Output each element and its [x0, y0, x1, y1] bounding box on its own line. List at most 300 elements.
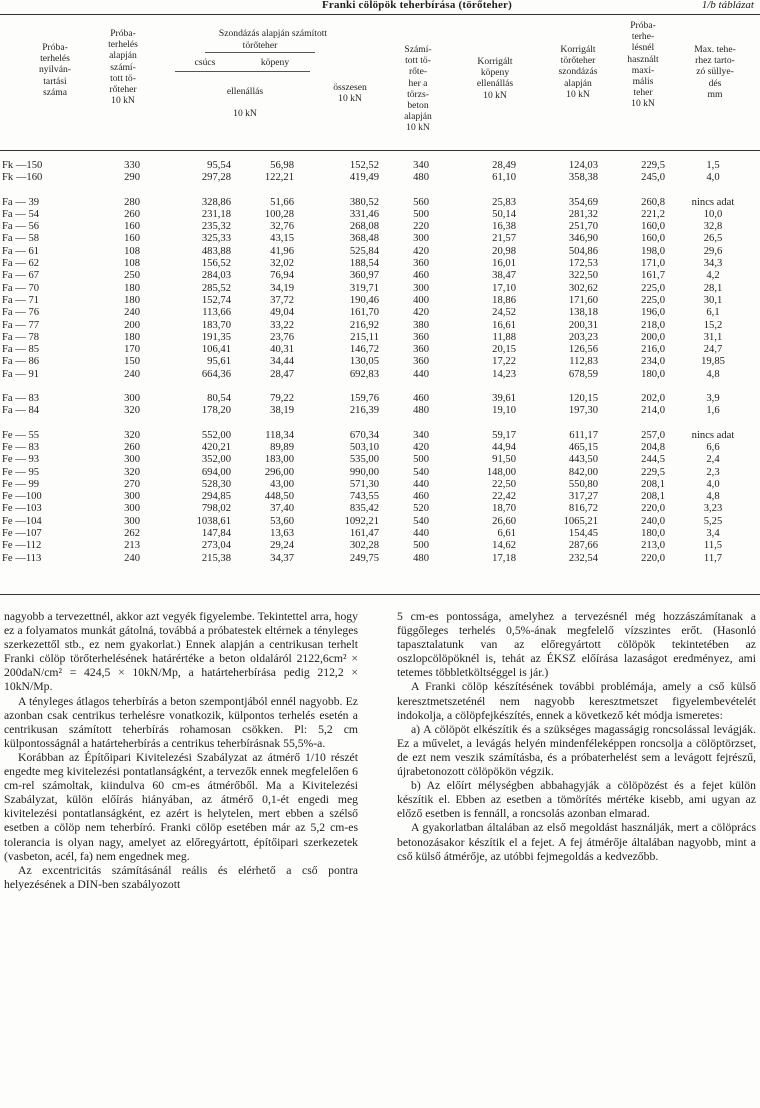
table-cell: 285,52	[201, 282, 231, 294]
table-cell: 32,76	[270, 221, 294, 233]
table-cell: 216,92	[349, 319, 379, 331]
table-cell: 33,22	[270, 319, 294, 331]
table-cell: 21,57	[492, 233, 516, 245]
header-col-test-id: Próba- terhelés nyilván- tartási száma	[39, 42, 71, 98]
table-cell: 180	[124, 331, 140, 343]
table-cell: Fk —150	[2, 160, 43, 171]
table-cell: 2,3	[706, 466, 720, 478]
table-cell: 552,00	[201, 429, 231, 441]
table-cell: 29,6	[703, 245, 723, 257]
table-cell: Fa — 71	[2, 294, 40, 306]
table-cell: 76,94	[270, 270, 294, 282]
table-cell: 4,2	[706, 270, 720, 282]
table-row	[0, 221, 760, 233]
table-cell: 4,0	[706, 172, 720, 184]
table-cell: 18,86	[492, 294, 516, 306]
table-cell: 1092,21	[344, 515, 379, 527]
table-cell: 465,15	[568, 441, 598, 453]
table-cell: 53,60	[270, 515, 294, 527]
table-cell: 3,4	[706, 528, 720, 540]
table-cell: 106,41	[201, 344, 231, 356]
table-cell: 535,00	[349, 454, 379, 466]
table-cell: 5,25	[703, 515, 723, 527]
table-cell: 130,05	[349, 356, 379, 368]
header-col-test-load: Próba- terhelés alapján számí- tott tö- rőteher 10 kN	[108, 28, 138, 107]
header-unit: 10 kN	[233, 108, 257, 119]
table-row	[0, 172, 760, 184]
table-cell: 664,36	[201, 368, 231, 380]
table-cell: 240,0	[641, 515, 665, 527]
table-cell: 148,00	[486, 466, 516, 478]
table-cell: 204,8	[641, 441, 665, 453]
table-cell: 190,46	[349, 294, 379, 306]
table-cell: 257,0	[641, 429, 665, 441]
table-cell: 440	[413, 368, 429, 380]
table-cell: 340	[413, 160, 429, 171]
table-row	[0, 270, 760, 282]
table-cell: 11,7	[703, 552, 723, 564]
table-cell: 842,00	[568, 466, 598, 478]
table-cell: 80,54	[207, 393, 231, 405]
table-cell: 280	[124, 196, 140, 208]
table-cell: 28,49	[492, 160, 516, 171]
table-cell: 216,0	[641, 344, 665, 356]
table-cell: 214,0	[641, 405, 665, 417]
table-cell: 325,33	[201, 233, 231, 245]
table-cell: 443,50	[568, 454, 598, 466]
table-row	[0, 454, 760, 466]
table-cell: 346,90	[568, 233, 598, 245]
table-cell: 500	[413, 208, 429, 220]
table-cell: Fa — 67	[2, 270, 40, 282]
table-cell: Fa — 39	[2, 196, 40, 208]
table-cell: 360	[413, 331, 429, 343]
table-cell: Fk —160	[2, 172, 43, 184]
table-cell: Fe —113	[2, 552, 42, 564]
table-cell: 100,28	[264, 208, 294, 220]
table-cell: 32,8	[703, 221, 723, 233]
table-cell: 235,32	[201, 221, 231, 233]
table-cell: 19,10	[492, 405, 516, 417]
table-cell: 11,5	[703, 540, 723, 552]
table-row	[0, 283, 760, 295]
table-cell: 156,52	[201, 258, 231, 270]
table-cell: 122,21	[264, 172, 294, 184]
table-cell: 300	[124, 393, 140, 405]
table-cell: 262	[124, 528, 140, 540]
table-cell: 1,5	[706, 160, 720, 171]
table-cell: Fe — 95	[2, 466, 40, 478]
table-cell: 440	[413, 528, 429, 540]
table-cell: 200,31	[568, 319, 598, 331]
table-cell: 146,72	[349, 344, 379, 356]
table-cell: 287,66	[568, 540, 598, 552]
table-cell: 34,3	[703, 258, 723, 270]
table-cell: 160	[124, 221, 140, 233]
header-col-corr-load: Korrigált törőteher szondázás alapján 10 kN	[558, 44, 598, 100]
table-cell: Fa — 76	[2, 307, 40, 319]
table-row	[0, 209, 760, 221]
table-row	[0, 553, 760, 565]
table-cell: 240	[124, 307, 140, 319]
table-cell: 34,19	[270, 282, 294, 294]
table-cell: 232,54	[568, 552, 598, 564]
table-cell: 240	[124, 368, 140, 380]
table-cell: 284,03	[201, 270, 231, 282]
table-cell: 208,1	[641, 478, 665, 490]
table-row	[0, 160, 760, 172]
page-header	[0, 0, 760, 14]
table-cell: 743,55	[349, 491, 379, 503]
table-cell: 218,0	[641, 319, 665, 331]
table-cell: 160	[124, 233, 140, 245]
table-cell: 220,0	[641, 552, 665, 564]
table-cell: 20,98	[492, 245, 516, 257]
table-cell: 268,08	[349, 221, 379, 233]
table-cell: 49,04	[270, 307, 294, 319]
table-cell: 170	[124, 344, 140, 356]
body-paragraph: a) A cölöpöt elkészítik és a szükséges magasságig roncsolással levágják. Ez a művelet, a levágás helyén mindenféleképpen roncsolja a cölöptörzset, de ezt nem veszik számításba, és a próbaterhelést sem a levágott fejrészű, újrabetonozott cölöpökön végzik.	[397, 722, 756, 779]
table-cell: 91,50	[492, 454, 516, 466]
table-cell: Fe —112	[2, 540, 42, 552]
table-cell: 203,23	[568, 331, 598, 343]
body-column-left	[4, 610, 358, 892]
table-cell: 816,72	[568, 503, 598, 515]
table-cell: 16,38	[492, 221, 516, 233]
table-cell: 89,89	[270, 441, 294, 453]
table-cell: Fe — 55	[2, 429, 40, 441]
table-cell: 10,0	[703, 208, 723, 220]
table-cell: 504,86	[568, 245, 598, 257]
table-row	[0, 430, 760, 442]
table-cell: 56,98	[270, 160, 294, 171]
header-group-sounding: Szondázás alapján számított	[218, 28, 328, 39]
table-cell: Fa — 77	[2, 319, 40, 331]
table-cell: 368,48	[349, 233, 379, 245]
table-cell: 328,86	[201, 196, 231, 208]
table-cell: Fe —100	[2, 491, 42, 503]
table-cell: Fa — 58	[2, 233, 40, 245]
table-cell: 180,0	[641, 368, 665, 380]
table-cell: 188,54	[349, 258, 379, 270]
table-cell: 150	[124, 356, 140, 368]
table-cell: 183,70	[201, 319, 231, 331]
body-paragraph: A gyakorlatban általában az első megoldást használják, mert a cölöprács betonozásakor készítik el a fejet. A fej átmérője általában nagyobb, mint a cső külső átmérője, az utóbbi fejmegoldás a kedvezőbb.	[397, 821, 756, 863]
table-row	[0, 442, 760, 454]
table-cell: 196,0	[641, 307, 665, 319]
table-cell: Fe —107	[2, 528, 42, 540]
table-cell: 525,84	[349, 245, 379, 257]
table-row	[0, 356, 760, 368]
table-cell: 440	[413, 478, 429, 490]
table-cell: 460	[413, 393, 429, 405]
table-cell: 171,60	[568, 294, 598, 306]
table-cell: Fe —104	[2, 515, 42, 527]
table-cell: 160,0	[641, 233, 665, 245]
table-cell: 17,10	[492, 282, 516, 294]
table-cell: 191,35	[201, 331, 231, 343]
header-top-rule	[0, 14, 760, 15]
table-cell: 18,70	[492, 503, 516, 515]
table-cell: 180	[124, 282, 140, 294]
table-cell: 3,23	[703, 503, 723, 515]
table-row	[0, 332, 760, 344]
table-cell: 358,38	[568, 172, 598, 184]
table-cell: 11,88	[492, 331, 516, 343]
table-cell: Fe — 83	[2, 441, 40, 453]
table-cell: 540	[413, 466, 429, 478]
table-cell: 251,70	[568, 221, 598, 233]
table-cell: 124,03	[568, 160, 598, 171]
body-paragraph: b) Az előírt mélységben abbahagyják a cölöpözést és a fejet külön készítik el. Ebben az esetben a tömörítés mértéke kisebb, ami ugyan az előző esetben is fennáll, a roncsolás azonban elmarad.	[397, 779, 756, 821]
table-cell: 28,47	[270, 368, 294, 380]
table-cell: 503,10	[349, 441, 379, 453]
table-cell: 23,76	[270, 331, 294, 343]
table-cell: 41,96	[270, 245, 294, 257]
table-cell: 290	[124, 172, 140, 184]
table-cell: 17,18	[492, 552, 516, 564]
header-bottom-rule	[0, 150, 760, 151]
table-cell: 448,50	[264, 491, 294, 503]
table-cell: 2,4	[706, 454, 720, 466]
table-cell: 160,0	[641, 221, 665, 233]
table-cell: 200,0	[641, 331, 665, 343]
table-cell: Fa — 56	[2, 221, 40, 233]
table-cell: 297,28	[201, 172, 231, 184]
body-paragraph: 5 cm-es pontossága, amelyhez a tervezésnél még hozzászámítanak a függőleges terhelés 0,5%-ának megfelelő vízszintes erőt. (Hasonló tapasztalatunk van az előregyártott cölöpök tekintetében az oszlopcölöpöknél is, tehát az ÉKSZ előírása lazaságot eredményez, ami tetemes többletköltséggel is jár.)	[397, 610, 756, 680]
table-cell: 6,1	[706, 307, 720, 319]
table-cell: 44,94	[492, 441, 516, 453]
table-cell: 322,50	[568, 270, 598, 282]
table-cell: 670,34	[349, 429, 379, 441]
table-cell: 260,8	[641, 196, 665, 208]
table-cell: Fa — 91	[2, 368, 40, 380]
table-row	[0, 246, 760, 258]
table-cell: 120,15	[568, 393, 598, 405]
table-cell: 43,00	[270, 478, 294, 490]
table-cell: 520	[413, 503, 429, 515]
table-cell: 31,1	[703, 331, 723, 343]
table-cell: 798,02	[201, 503, 231, 515]
table-cell: 320	[124, 429, 140, 441]
table-cell: 249,75	[349, 552, 379, 564]
table-cell: 234,0	[641, 356, 665, 368]
table-cell: 294,85	[201, 491, 231, 503]
table-cell: 692,83	[349, 368, 379, 380]
table-cell: 4,8	[706, 491, 720, 503]
table-cell: Fa — 62	[2, 258, 40, 270]
header-col-settlement: Max. tehe- rhez tarto- zó süllye- dés mm	[694, 44, 736, 100]
table-row	[0, 197, 760, 209]
table-row	[0, 405, 760, 417]
table-cell: nincs adat	[691, 429, 735, 441]
table-cell: 161,47	[349, 528, 379, 540]
table-cell: 240	[124, 552, 140, 564]
table-cell: 171,0	[641, 258, 665, 270]
table-cell: Fa — 86	[2, 356, 40, 368]
header-col-tip: csúcs	[194, 57, 216, 68]
table-cell: 320	[124, 405, 140, 417]
header-col-total: összesen 10 kN	[333, 82, 367, 105]
table-cell: 112,83	[569, 356, 598, 368]
table-cell: 302,62	[568, 282, 598, 294]
table-cell: 678,59	[568, 368, 598, 380]
table-cell: 1038,61	[196, 515, 231, 527]
table-cell: 380	[413, 319, 429, 331]
table-cell: 19,85	[701, 356, 725, 368]
table-cell: 216,39	[349, 405, 379, 417]
group-gap	[0, 185, 760, 197]
table-cell: 16,01	[492, 258, 516, 270]
table-cell: 108	[124, 258, 140, 270]
table-cell: 560	[413, 196, 429, 208]
table-cell: 30,1	[703, 294, 723, 306]
table-row	[0, 307, 760, 319]
table-row	[0, 479, 760, 491]
table-cell: 420	[413, 441, 429, 453]
table-cell: 32,02	[270, 258, 294, 270]
table-cell: 24,52	[492, 307, 516, 319]
table-cell: 352,00	[201, 454, 231, 466]
table-cell: 302,28	[349, 540, 379, 552]
table-cell: 480	[413, 172, 429, 184]
table-cell: 38,19	[270, 405, 294, 417]
table-cell: 300	[124, 454, 140, 466]
table-row	[0, 233, 760, 245]
table-cell: 270	[124, 478, 140, 490]
body-paragraph: A Franki cölöp készítésének további problémája, amely a cső külső keresztmetszeténél nem nagyobb keresztmetszet figyelembevételét indokolja, a cölöpfejkészítés, ennek a következő két módja ismeretes:	[397, 680, 756, 722]
table-cell: 300	[413, 282, 429, 294]
table-cell: 611,17	[569, 429, 598, 441]
table-cell: 152,52	[349, 160, 379, 171]
table-row	[0, 369, 760, 381]
table-cell: 360	[413, 344, 429, 356]
table-cell: 61,10	[492, 172, 516, 184]
table-cell: Fa — 61	[2, 245, 40, 257]
table-cell: Fa — 83	[2, 393, 40, 405]
table-row	[0, 540, 760, 552]
table-cell: 420	[413, 307, 429, 319]
table-cell: 178,20	[201, 405, 231, 417]
table-cell: 22,42	[492, 491, 516, 503]
table-row	[0, 491, 760, 503]
table-cell: 183,00	[264, 454, 294, 466]
table-cell: 26,5	[703, 233, 723, 245]
table-cell: 380,52	[349, 196, 379, 208]
table-cell: 154,45	[568, 528, 598, 540]
group-gap	[0, 381, 760, 393]
table-cell: 39,61	[492, 393, 516, 405]
table-cell: 360,97	[349, 270, 379, 282]
table-cell: 330	[124, 160, 140, 171]
table-row	[0, 393, 760, 405]
table-cell: 317,27	[568, 491, 598, 503]
table-cell: 161,7	[641, 270, 665, 282]
table-cell: 480	[413, 405, 429, 417]
header-group-sub: törőteher	[242, 40, 278, 51]
table-cell: Fa — 78	[2, 331, 40, 343]
table-cell: 260	[124, 208, 140, 220]
table-cell: 152,74	[201, 294, 231, 306]
table-cell: 300	[413, 233, 429, 245]
table-cell: 354,69	[568, 196, 598, 208]
table-cell: 4,0	[706, 478, 720, 490]
table-cell: 480	[413, 552, 429, 564]
table-cell: 4,8	[706, 368, 720, 380]
table-cell: 296,00	[264, 466, 294, 478]
table-cell: 172,53	[568, 258, 598, 270]
table-cell: 14,62	[492, 540, 516, 552]
table-cell: 360	[413, 356, 429, 368]
table-cell: 220	[413, 221, 429, 233]
table-cell: 37,40	[270, 503, 294, 515]
table-cell: 220,0	[641, 503, 665, 515]
table-cell: 200	[124, 319, 140, 331]
table-cell: Fa — 84	[2, 405, 40, 417]
table-row	[0, 467, 760, 479]
table-cell: 138,18	[568, 307, 598, 319]
table-cell: 6,6	[706, 441, 720, 453]
table-cell: 340	[413, 429, 429, 441]
header-col-shaft: köpeny	[260, 57, 290, 68]
table-cell: 835,42	[349, 503, 379, 515]
table-cell: 245,0	[641, 172, 665, 184]
table-cell: 95,61	[207, 356, 231, 368]
body-paragraph: nagyobb a tervezettnél, akkor azt vegyék figyelembe. Tekintettel arra, hogy ez a folyamatos munkát gátolná, továbbá a próbatestek eltérnek a tényleges szerkezettől stb., ez nem gyakorlat.) Ennek alapján a centrikusan terhelt Franki cölöp törőterhelésének határértéke a beton oldaláról 2122,6cm² × 200daN/cm² = 424,5 × 10kN/Mp, a határteherbírása pedig 212,2 × 10kN/Mp.	[4, 610, 358, 694]
table-cell: 215,38	[201, 552, 231, 564]
body-paragraph: Az excentricitás számításánál reális és elérhető a cső pontra helyezésének a DIN-ben szabályozott	[4, 863, 358, 891]
table-cell: 260	[124, 441, 140, 453]
table-cell: 229,5	[641, 160, 665, 171]
table-cell: 1,6	[706, 405, 720, 417]
table-cell: Fe —103	[2, 503, 42, 515]
table-cell: 180,0	[641, 528, 665, 540]
table-cell: 281,32	[568, 208, 598, 220]
table-cell: Fe — 99	[2, 478, 40, 490]
table-cell: 225,0	[641, 282, 665, 294]
table-cell: 231,18	[201, 208, 231, 220]
table-cell: 990,00	[349, 466, 379, 478]
table-cell: 550,80	[568, 478, 598, 490]
table-cell: 43,15	[270, 233, 294, 245]
table-cell: 1065,21	[563, 515, 598, 527]
table-cell: 419,49	[349, 172, 379, 184]
header-group-rule	[205, 52, 315, 53]
body-paragraph: A tényleges átlagos teherbírás a beton szempontjából ennél nagyobb. Ez azonban csak centrikus terhelésre vonatkozik, külpontos terhelés esetén a centrikusan számított teherbírás rohamosan csökken. Pl: 5,2 cm külpontosságnál a határteherbírás a centrikus teherbírásnak 55,5%-a.	[4, 694, 358, 750]
table-cell: 26,60	[492, 515, 516, 527]
table-row	[0, 516, 760, 528]
table-cell: 331,46	[349, 208, 379, 220]
body-paragraph: Korábban az Építőipari Kivitelezési Szabályzat az átmérő 1/10 részét engedte meg kivitelezési pontatlanságként, a tervezők ennek megfelelően 6 cm-rel számoltak, kiindulva 60 cm-es átmérőből. Ma a Kivitelezési Szabályzat, külön előírás hiányában, az átmérő 0,1-ét engedi meg kivitelezési pontatlanságként, ez azért is helytelen, mert ebben a szélső esetben a cölöp nem teherbíró. Franki cölöp esetében már az 5,2 cm-es tolerancia is olyan nagy, amelyet az előregyártott, építőipari szerkezetek (vasbeton, acél, fa) nem engednek meg.	[4, 750, 358, 863]
table-cell: 34,37	[270, 552, 294, 564]
header-col-concrete: Számí- tott tö- rőte- her a törzs- beton alapján 10 kN	[404, 44, 432, 134]
table-cell: 59,17	[492, 429, 516, 441]
body-column-right	[397, 610, 756, 864]
table-cell: 202,0	[641, 393, 665, 405]
table-row	[0, 295, 760, 307]
table-cell: 37,72	[270, 294, 294, 306]
table-cell: 28,1	[703, 282, 723, 294]
table-cell: 500	[413, 454, 429, 466]
table-title: Franki cölöpök teherbírása (törőteher)	[322, 0, 512, 11]
table-cell: 22,50	[492, 478, 516, 490]
table-cell: Fe — 93	[2, 454, 40, 466]
table-cell: 79,22	[270, 393, 294, 405]
table-cell: 38,47	[492, 270, 516, 282]
table-cell: 161,70	[349, 307, 379, 319]
table-cell: 571,30	[349, 478, 379, 490]
table-cell: 34,44	[270, 356, 294, 368]
